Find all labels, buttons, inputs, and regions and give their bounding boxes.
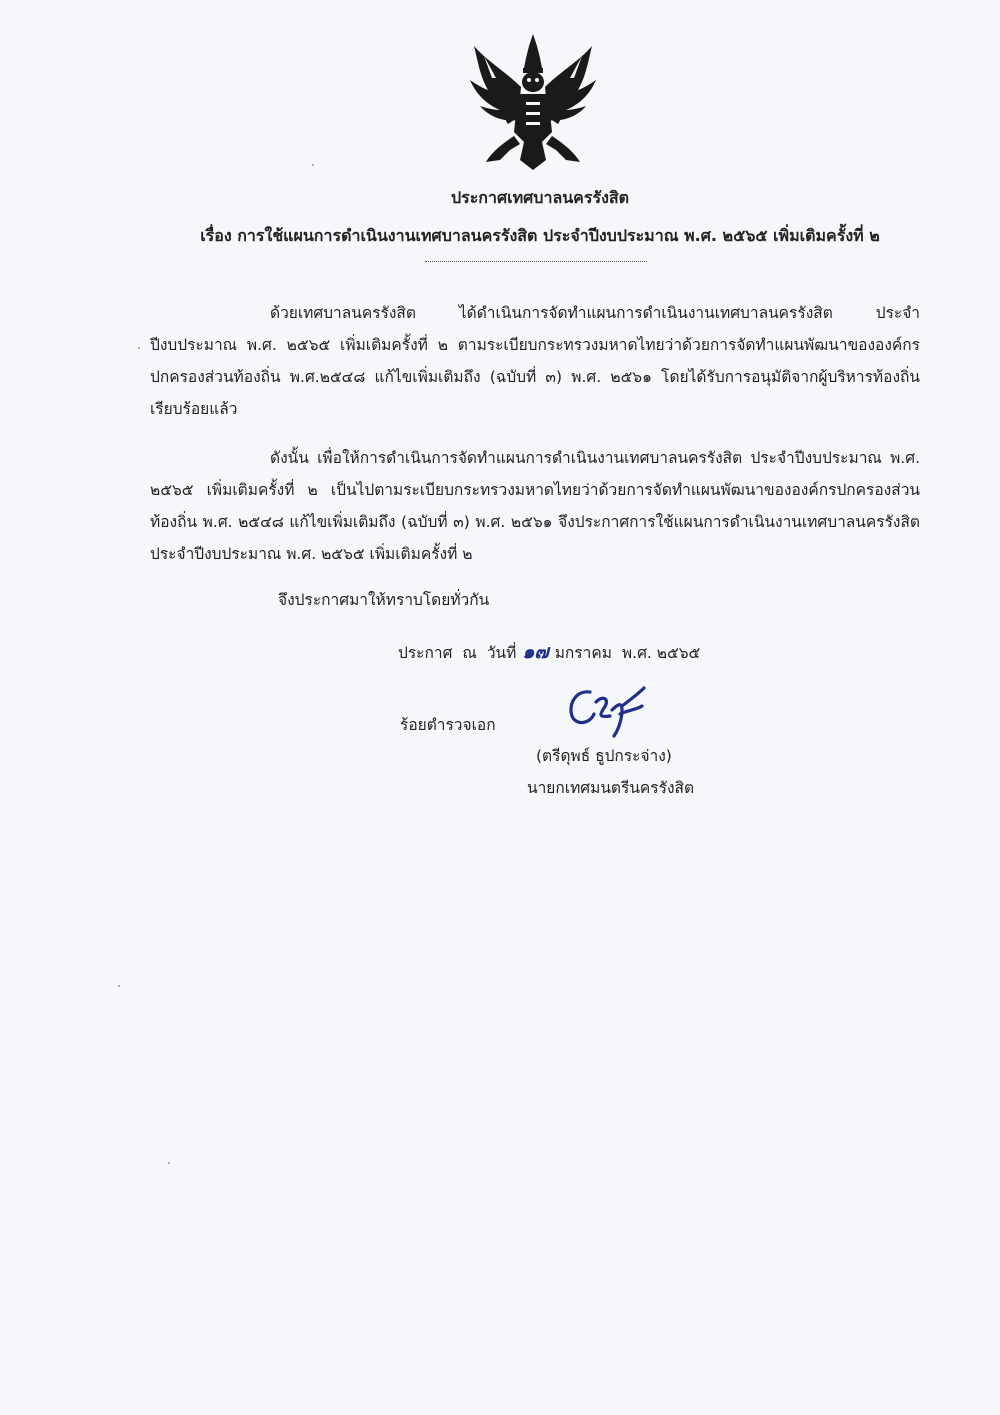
date-month: มกราคม [554,644,612,662]
date-day-handwritten: ๑๗ [522,641,549,663]
signer-rank: ร้อยตำรวจเอก [400,716,496,734]
date-at: ณ [462,644,477,662]
body-paragraph-2: ดังนั้น เพื่อให้การดำเนินการจัดทำแผนการดำเนินงานเทศบาลนครรังสิต ประจำปีงบประมาณ พ.ศ. ๒๕๖๕ เพิ่มเติมครั้งที่ ๒ เป็นไปตามระเบียบกระทรวงมหาดไทยว่าด้วยการจัดทำแผนพัฒนาขององค์กรปกครองส่วนท้องถิ่น พ.ศ. ๒๕๔๘ แก้ไขเพิ่มเติมถึง (ฉบับที่ ๓) พ.ศ. ๒๕๖๑ จึงประกาศการใช้แผนการดำเนินงานเทศบาลนครรังสิต ประจำปีงบประมาณ พ.ศ. ๒๕๖๕ เพิ่มเติมครั้งที่ ๒ [150,449,920,563]
date-day-label: วันที่ [486,644,517,662]
scan-speck [168,1162,170,1164]
closing-statement: จึงประกาศมาให้ทราบโดยทั่วกัน [278,591,490,609]
scan-speck [312,164,314,166]
date-prefix: ประกาศ [398,644,453,662]
signer-name: (ตรีดุพธ์ ธูปกระจ่าง) [536,747,672,765]
garuda-emblem-icon [466,32,600,172]
scan-speck [138,347,140,349]
title-divider [425,261,647,262]
announcement-title: ประกาศเทศบาลนครรังสิต [450,188,630,207]
date-year: พ.ศ. ๒๕๖๕ [621,644,701,662]
signer-position: นายกเทศมนตรีนครรังสิต [527,779,695,797]
announcement-subject: เรื่อง การใช้แผนการดำเนินงานเทศบาลนครรังสิต ประจำปีงบประมาณ พ.ศ. ๒๕๖๕ เพิ่มเติมครั้งที่ ๒ [200,226,880,245]
signature-icon [560,680,650,740]
scan-speck [118,985,120,987]
announcement-date [398,637,700,667]
body-paragraph-1: ด้วยเทศบาลนครรังสิต ได้ดำเนินการจัดทำแผนการดำเนินงานเทศบาลนครรังสิต ประจำปีงบประมาณ พ.ศ. ๒๕๖๕ เพิ่มเติมครั้งที่ ๒ ตามระเบียบกระทรวงมหาดไทยว่าด้วยการจัดทำแผนพัฒนาขององค์กรปกครองส่วนท้องถิ่น พ.ศ.๒๕๔๘ แก้ไขเพิ่มเติมถึง (ฉบับที่ ๓) พ.ศ. ๒๕๖๑ โดยได้รับการอนุมัติจากผู้บริหารท้องถิ่น เรียบร้อยแล้ว [150,304,920,418]
